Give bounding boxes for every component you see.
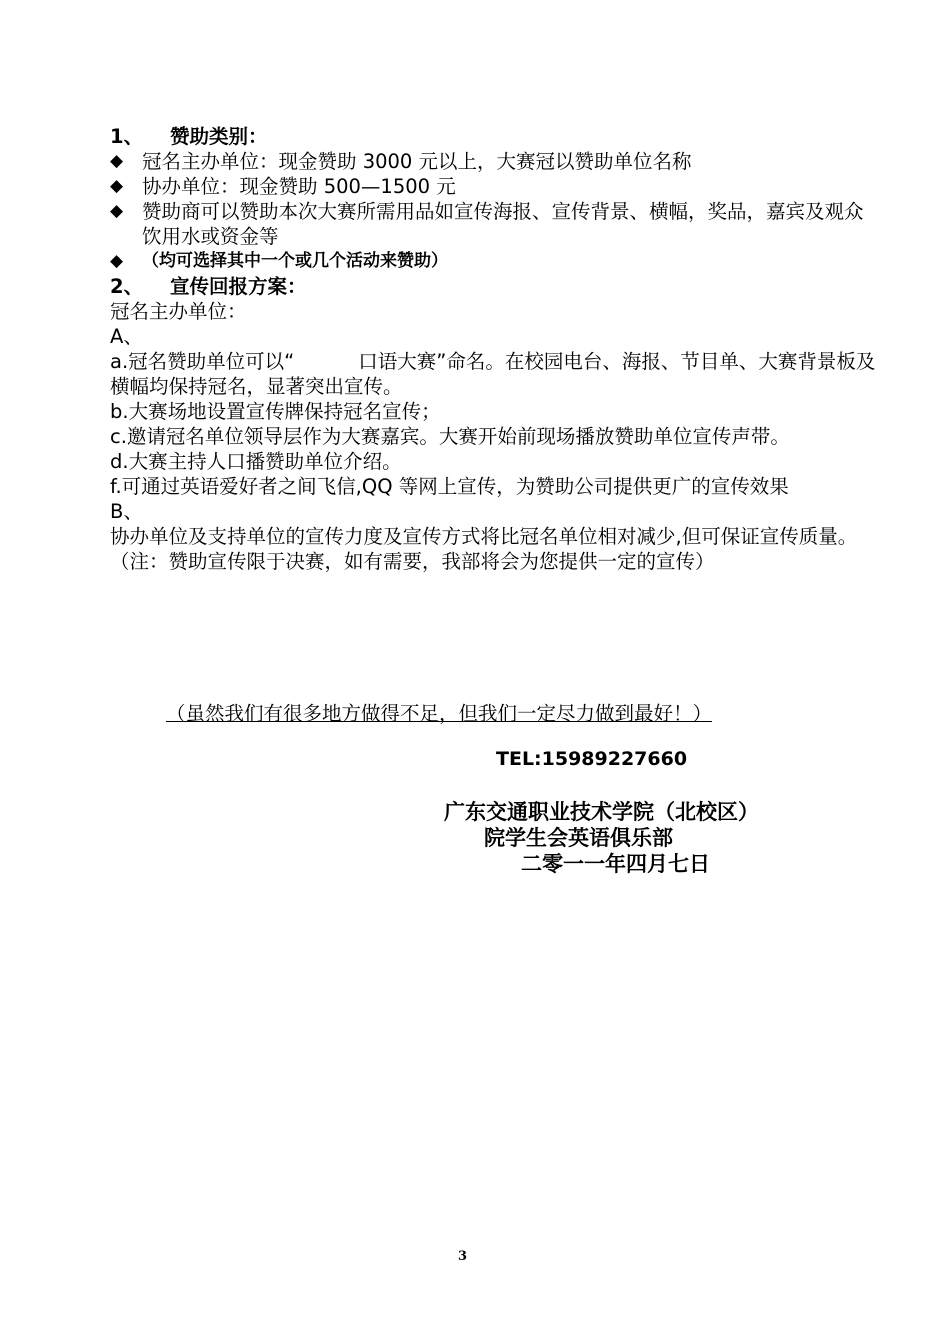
item-a-part2: 口语大赛”命名。在校园电台、海报、节目单、大赛背景板及横幅均保持冠名，显著突出宣传。 bbox=[110, 350, 876, 398]
part-a-label: A、 bbox=[110, 325, 143, 348]
organization-name: 广东交通职业技术学院（北校区） bbox=[444, 800, 759, 824]
section1-title: 赞助类别： bbox=[170, 125, 268, 148]
bullet-item bbox=[110, 249, 880, 274]
section2-heading bbox=[110, 274, 880, 299]
page-number: 3 bbox=[458, 1249, 468, 1264]
diamond-bullet-icon: ◆ bbox=[110, 151, 124, 171]
part-b-label: B、 bbox=[110, 500, 143, 523]
slogan-text: （虽然我们有很多地方做得不足，但我们一定尽力做到最好！） bbox=[166, 702, 713, 725]
item-c: c.邀请冠名单位领导层作为大赛嘉宾。大赛开始前现场播放赞助单位宣传声带。 bbox=[110, 425, 790, 448]
section2-title: 宣传回报方案： bbox=[170, 275, 307, 298]
part-b-text: 协办单位及支持单位的宣传力度及宣传方式将比冠名单位相对减少,但可保证宣传质量。 bbox=[110, 525, 858, 548]
sponsor-subtitle: 冠名主办单位： bbox=[110, 300, 247, 323]
note-text: （注：赞助宣传限于决赛，如有需要，我部将会为您提供一定的宣传） bbox=[110, 550, 715, 573]
bullet-text: 赞助商可以赞助本次大赛所需用品如宣传海报、宣传背景、横幅，奖品，嘉宾及观众饮用水或资金等 bbox=[142, 200, 864, 248]
document-body bbox=[110, 124, 880, 574]
diamond-bullet-icon: ◆ bbox=[110, 201, 124, 221]
bullet-text: 协办单位：现金赞助 500—1500 元 bbox=[142, 175, 456, 198]
document-date: 二零一一年四月七日 bbox=[521, 852, 710, 876]
item-a-part1: a.冠名赞助单位可以“ bbox=[110, 350, 295, 373]
bullet-text: （均可选择其中一个或几个活动来赞助） bbox=[142, 251, 448, 271]
bullet-item bbox=[110, 199, 880, 249]
item-a bbox=[110, 349, 880, 399]
bullet-item bbox=[110, 149, 880, 174]
section2-number: 2、 bbox=[110, 275, 144, 298]
bullet-text: 冠名主办单位：现金赞助 3000 元以上，大赛冠以赞助单位名称 bbox=[142, 150, 692, 173]
item-b: b.大赛场地设置宣传牌保持冠名宣传； bbox=[110, 400, 441, 423]
department-name: 院学生会英语俱乐部 bbox=[484, 826, 673, 850]
item-f: f.可通过英语爱好者之间飞信,QQ 等网上宣传，为赞助公司提供更广的宣传效果 bbox=[110, 475, 789, 498]
item-d: d.大赛主持人口播赞助单位介绍。 bbox=[110, 450, 402, 473]
telephone: TEL:15989227660 bbox=[496, 748, 688, 770]
diamond-bullet-icon: ◆ bbox=[110, 251, 124, 271]
bullet-item bbox=[110, 174, 880, 199]
section1-number: 1、 bbox=[110, 125, 144, 148]
section1-heading bbox=[110, 124, 880, 149]
diamond-bullet-icon: ◆ bbox=[110, 176, 124, 196]
